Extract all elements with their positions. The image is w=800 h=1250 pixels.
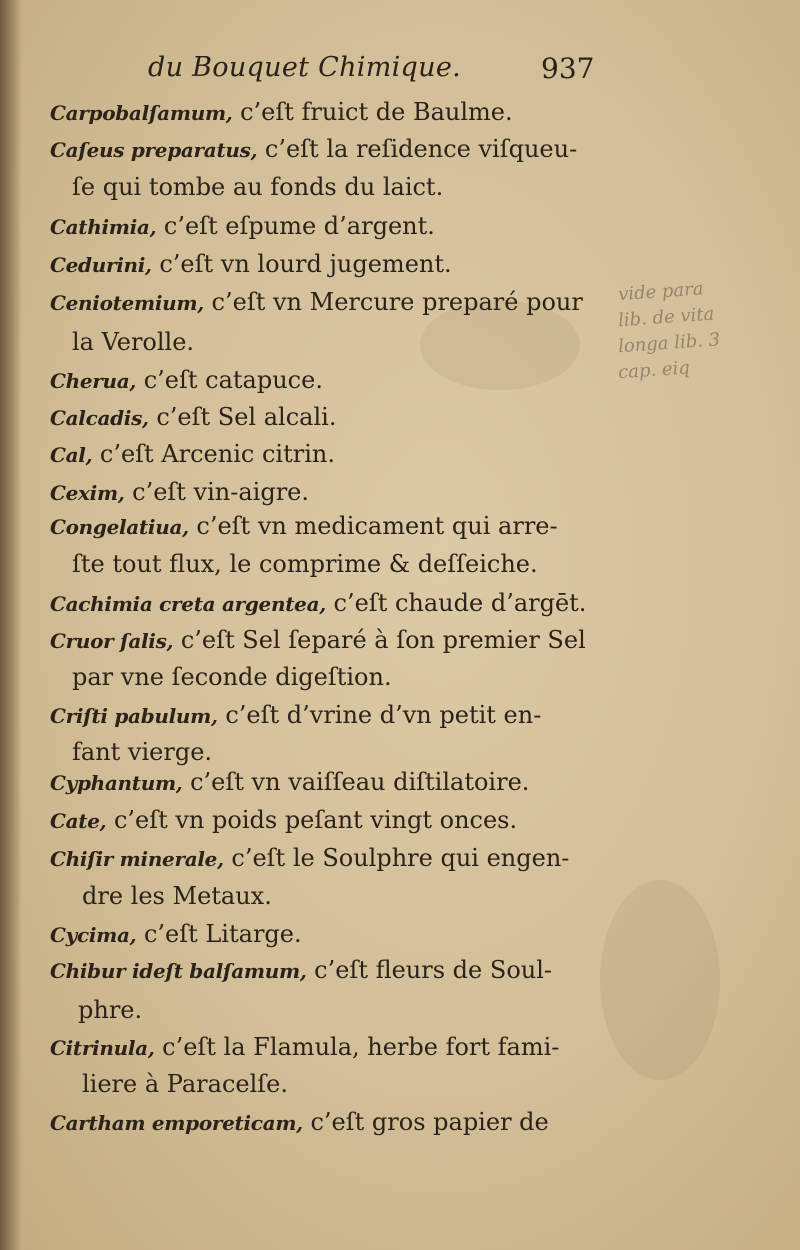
entry-continuation: dre les Metaux. xyxy=(82,882,272,910)
entry-term: Chibur ideſt balſamum, xyxy=(50,959,307,983)
entry-term: Chiſir minerale, xyxy=(50,847,224,871)
entry xyxy=(50,137,577,161)
entry-definition: c’eſt fleurs de Soul- xyxy=(306,956,553,984)
entry-definition: c’eſt d’vrine d’vn petit en- xyxy=(217,701,542,729)
entry xyxy=(50,770,529,794)
entry-term: Carpobalſamum, xyxy=(50,101,233,125)
entry xyxy=(50,252,452,276)
entry-term: Cedurini, xyxy=(50,253,152,277)
entry-term: Cartham emporeticam, xyxy=(50,1111,303,1135)
margin-note-line: cap. eiq xyxy=(617,357,691,384)
entry xyxy=(50,591,586,615)
entry xyxy=(50,480,309,504)
running-title: du Bouquet Chimique. xyxy=(148,52,461,83)
entry-definition: c’eſt Sel ſeparé à ſon premier Sel xyxy=(173,626,586,654)
entry xyxy=(50,628,586,652)
entry-definition: c’eſt chaude d’argēt. xyxy=(325,589,587,617)
entry xyxy=(50,214,435,238)
entry-term: Cachimia creta argentea, xyxy=(50,592,326,616)
margin-note-line: vide para xyxy=(617,278,705,306)
entry-term: Criſti pabulum, xyxy=(50,704,218,728)
entry-continuation: liere à Paracelſe. xyxy=(82,1070,288,1098)
entry-definition: c’eſt le Soulphre qui engen- xyxy=(223,844,570,872)
entry-definition: c’eſt vn medicament qui arre- xyxy=(188,512,558,540)
entry-term: Congelatiua, xyxy=(50,515,189,539)
page-number: 937 xyxy=(541,52,595,85)
entry-continuation: phre. xyxy=(78,996,143,1024)
entry-term: Cate, xyxy=(50,809,107,833)
entry xyxy=(50,846,569,870)
entry xyxy=(50,100,513,124)
entry-term: Calcadis, xyxy=(50,406,149,430)
entry-continuation: ſte tout flux, le comprime & deſſeiche. xyxy=(72,550,538,578)
entry-definition: c’eſt fruict de Baulme. xyxy=(232,98,513,126)
entry xyxy=(50,922,302,946)
entry xyxy=(50,808,517,832)
entry-definition: c’eſt vn Mercure preparé pour xyxy=(203,288,583,316)
entry-definition: c’eſt Arcenic citrin. xyxy=(92,440,335,468)
entry xyxy=(50,703,541,727)
entry-term: Caſeus preparatus, xyxy=(50,138,258,162)
entry-continuation: ſe qui tombe au fonds du laict. xyxy=(72,173,444,201)
entry-definition: c’eſt la reſidence viſqueu- xyxy=(257,135,578,163)
margin-note-line: longa lib. 3 xyxy=(617,329,721,358)
entry-definition: c’eſt la Flamula, herbe fort fami- xyxy=(154,1033,560,1061)
entry-continuation: par vne ſeconde digeſtion. xyxy=(72,663,392,691)
entry xyxy=(50,1110,549,1134)
entry-continuation: fant vierge. xyxy=(72,738,213,766)
entry xyxy=(50,514,558,538)
entry xyxy=(50,442,335,466)
entry-term: Cyphantum, xyxy=(50,771,183,795)
entry-definition: c’eſt gros papier de xyxy=(302,1108,549,1136)
entry-definition: c’eſt vin-aigre. xyxy=(124,478,310,506)
entry-term: Cruor ſalis, xyxy=(50,629,174,653)
entry-definition: c’eſt Sel alcali. xyxy=(148,403,337,431)
entry-term: Cherua, xyxy=(50,369,137,393)
entry-term: Cexim, xyxy=(50,481,125,505)
entry xyxy=(50,1035,559,1059)
entry xyxy=(50,405,336,429)
margin-note-line: lib. de vita xyxy=(617,303,715,332)
entry-term: Citrinula, xyxy=(50,1036,155,1060)
entry-definition: c’eſt Litarge. xyxy=(136,920,302,948)
entry-definition: c’eſt vn vaiſſeau diſtilatoire. xyxy=(182,768,530,796)
entry-term: Cycima, xyxy=(50,923,137,947)
entry-term: Cathimia, xyxy=(50,215,157,239)
entry-term: Cal, xyxy=(50,443,93,467)
entry-continuation: la Verolle. xyxy=(72,328,195,356)
entry-term: Ceniotemium, xyxy=(50,291,204,315)
entry-definition: c’eſt vn lourd jugement. xyxy=(151,250,452,278)
handwritten-margin-note xyxy=(618,276,798,426)
entry-definition: c’eſt catapuce. xyxy=(136,366,323,394)
entry xyxy=(50,290,583,314)
entry-definition: c’eſt vn poids peſant vingt onces. xyxy=(106,806,518,834)
entry xyxy=(50,958,552,982)
entry xyxy=(50,368,323,392)
entry-definition: c’eſt eſpume d’argent. xyxy=(156,212,435,240)
